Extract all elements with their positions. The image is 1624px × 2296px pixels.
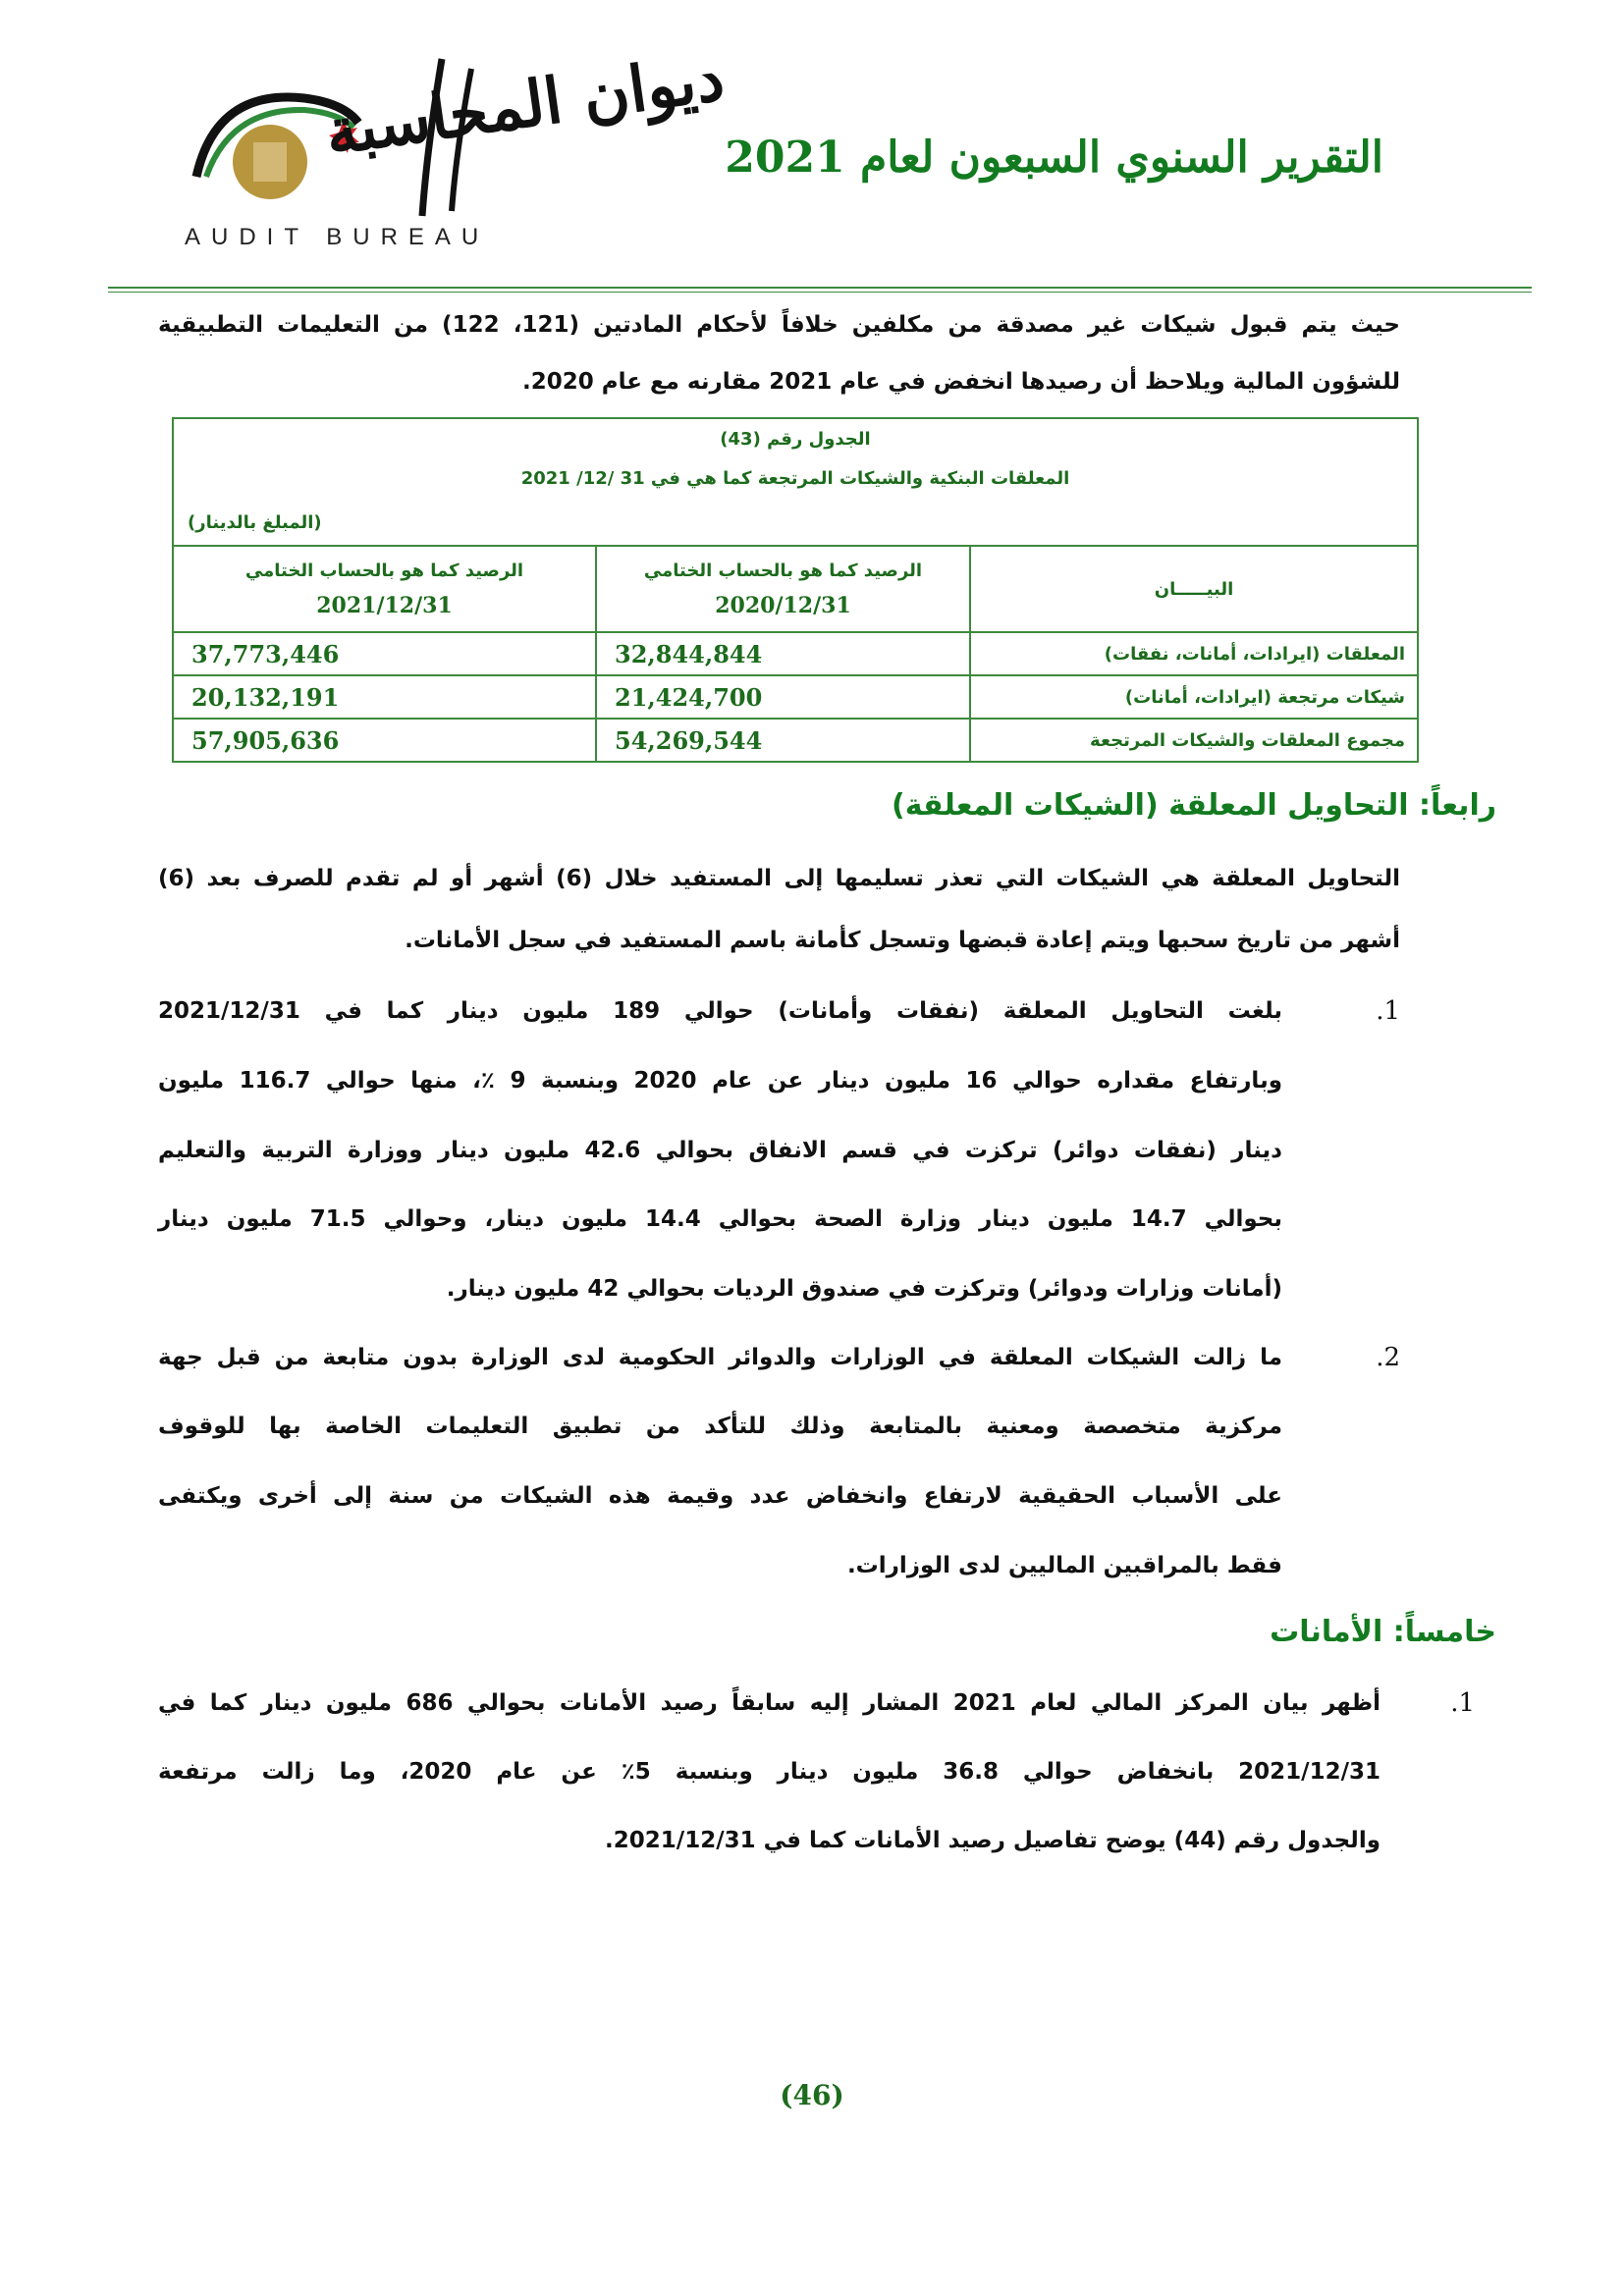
header-date: 2020/12/31 <box>715 592 851 618</box>
header-date: 2021/12/31 <box>316 592 453 618</box>
list-line: (أمانات وزارات ودوائر) وتركزت في صندوق الرديات بحوالي 42 مليون دينار. <box>446 1276 1282 1302</box>
header-divider <box>108 287 1532 289</box>
list-line: 2021/12/31 بانخفاض حوالي 36.8 مليون دينار وبنسبة 5٪ عن عام 2020، وما زالت مرتفعة <box>158 1759 1380 1785</box>
audit-bureau-logo <box>177 29 730 260</box>
list-number: 1. <box>1376 996 1400 1026</box>
table-43 <box>172 417 1419 763</box>
column-header-item: البيـــــان <box>970 546 1418 632</box>
table-unit: (المبلغ بالدينار) <box>188 512 322 533</box>
value-2020: 32,844,844 <box>596 632 970 675</box>
list-number: 1. <box>1450 1688 1475 1718</box>
table-caption <box>173 418 1418 546</box>
table-row <box>173 675 1418 719</box>
value-2021: 20,132,191 <box>173 675 596 719</box>
value-2020: 54,269,544 <box>596 719 970 762</box>
table-header-row <box>173 546 1418 632</box>
section-heading-deposits: خامساً: الأمانات <box>1270 1615 1496 1649</box>
row-item: شيكات مرتجعة (ايرادات، أمانات) <box>970 675 1418 719</box>
list-line: أظهر بيان المركز المالي لعام 2021 المشار إليه سابقاً رصيد الأمانات بحوالي 686 مليون دينار كما في <box>158 1690 1381 1716</box>
list-line: والجدول رقم (44) يوضح تفاصيل رصيد الأمانات كما في 2021/12/31. <box>605 1828 1380 1853</box>
table-title: المعلقات البنكية والشيكات المرتجعة كما هي في 31 /12/ 2021 <box>520 468 1070 489</box>
logo-english-text: AUDIT BUREAU <box>185 224 490 250</box>
list-line: فقط بالمراقبين الماليين لدى الوزارات. <box>846 1553 1282 1578</box>
list-number: 2. <box>1376 1343 1400 1372</box>
column-header-2020 <box>596 546 970 632</box>
list-line: دينار (نفقات دوائر) تركزت في قسم الانفاق بحوالي 42.6 مليون دينار ووزارة التربية والتعليم <box>158 1138 1282 1163</box>
logo-arabic-text: ديوان المحاسبة <box>320 40 730 171</box>
list-line: ما زالت الشيكات المعلقة في الوزارات والدوائر الحكومية لدى الوزارة بدون متابعة من قبل جهة <box>158 1345 1282 1370</box>
column-header-2021 <box>173 546 596 632</box>
paragraph-line: للشؤون المالية ويلاحظ أن رصيدها انخفض في عام 2021 مقارنه مع عام 2020. <box>521 369 1400 395</box>
value-2021: 57,905,636 <box>173 719 596 762</box>
paragraph-line: أشهر من تاريخ سحبها ويتم إعادة قبضها وتسجل كأمانة باسم المستفيد في سجل الأمانات. <box>405 928 1400 953</box>
report-title: التقرير السنوي السبعون لعام 2021 <box>725 133 1383 183</box>
table-number: الجدول رقم (43) <box>720 429 871 450</box>
row-item: مجموع المعلقات والشيكات المرتجعة <box>970 719 1418 762</box>
row-item: المعلقات (ايرادات، أمانات، نفقات) <box>970 632 1418 675</box>
list-line: على الأسباب الحقيقية لارتفاع وانخفاض عدد وقيمة هذه الشيكات من سنة إلى أخرى ويكتفى <box>158 1483 1282 1509</box>
paragraph-line: التحاويل المعلقة هي الشيكات التي تعذر تسليمها إلى المستفيد خلال (6) أشهر أو لم تقدم للصرف بعد (6) <box>158 866 1400 891</box>
header-label: الرصيد كما هو بالحساب الختامي <box>643 560 923 581</box>
paragraph-line: حيث يتم قبول شيكات غير مصدقة من مكلفين خلافاً لأحكام المادتين (121، 122) من التعليمات التطبيقية <box>158 312 1400 338</box>
value-2021: 37,773,446 <box>173 632 596 675</box>
table-row-total <box>173 719 1418 762</box>
list-line: بحوالي 14.7 مليون دينار وزارة الصحة بحوالي 14.4 مليون دينار، وحوالي 71.5 مليون دينار <box>158 1206 1283 1232</box>
value-2020: 21,424,700 <box>596 675 970 719</box>
table-row <box>173 632 1418 675</box>
list-line: وبارتفاع مقداره حوالي 16 مليون دينار عن عام 2020 وبنسبة 9 ٪، منها حوالي 116.7 مليون <box>158 1068 1283 1094</box>
page-number: (46) <box>780 2079 844 2111</box>
header-divider-thin <box>108 292 1532 293</box>
list-line: بلغت التحاويل المعلقة (نفقات وأمانات) حوالي 189 مليون دينار كما في 2021/12/31 <box>158 998 1282 1024</box>
header-label: الرصيد كما هو بالحساب الختامي <box>244 560 524 581</box>
list-line: مركزية متخصصة ومعنية بالمتابعة وذلك للتأكد من تطبيق التعليمات الخاصة بها للوقوف <box>158 1414 1282 1439</box>
section-heading-pending-transfers: رابعاً: التحاويل المعلقة (الشيكات المعلقة) <box>891 788 1496 823</box>
